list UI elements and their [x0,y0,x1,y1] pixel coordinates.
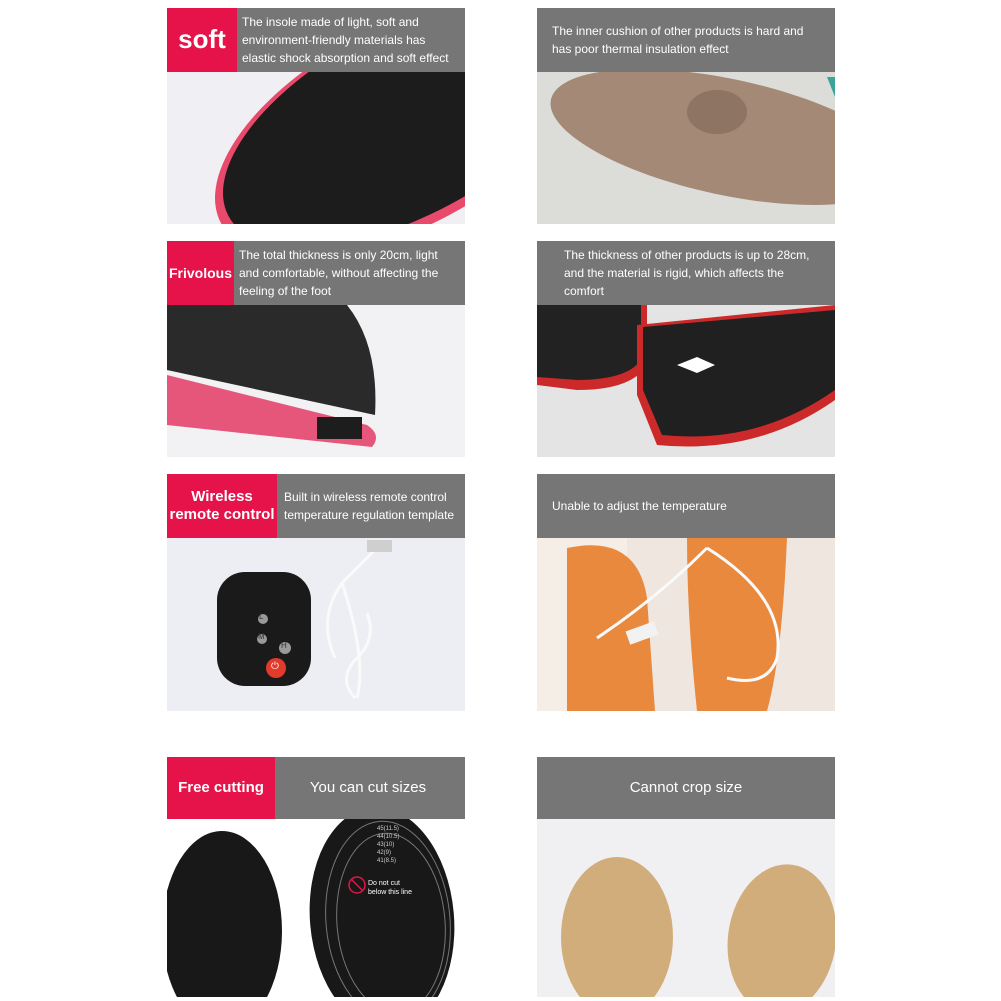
feature-description: The insole made of light, soft and environment-friendly materials has elastic shock absorption and soft effect [242,15,449,65]
size-mark: 44(10.5) [377,834,400,840]
soft-insole-photo [167,72,465,224]
panel-other-no-adjust [537,474,835,711]
feature-description: The total thickness is only 20cm, light and comfortable, without affecting the feeling of the foot [239,248,439,298]
size-marks [377,825,399,865]
hard-insole-photo [537,72,835,224]
thin-insole-photo [167,305,465,457]
size-mark: 43(10) [377,842,395,848]
remote-button-l: L [259,612,264,621]
remote-button-h: H [281,641,287,650]
remote-control-photo [167,538,465,711]
comparison-description: The thickness of other products is up to 28cm, and the material is rigid, which affects the comfort [564,248,810,298]
wired-insole-photo [537,538,835,711]
remote-button-m: M [258,632,265,641]
size-mark: 42(9) [377,850,392,856]
feature-tag: Frivolous [167,241,234,305]
panel-wireless [167,474,465,711]
comparison-description: The inner cushion of other products is hard and has poor thermal insulation effect [552,24,804,56]
feature-description: Built in wireless remote control temperature regulation template [284,490,455,522]
feature-tag: soft [167,8,237,72]
comparison-description: Unable to adjust the temperature [552,499,727,513]
size-mark: 45(11.5) [377,826,399,832]
panel-soft [167,8,465,224]
feature-description: You can cut sizes [309,779,427,796]
panel-other-no-crop [537,757,835,997]
panel-frivolous [167,241,465,457]
power-icon: ⏻ [271,661,279,672]
no-cut-label: Do not cut below this line [368,880,412,896]
non-croppable-insoles-photo [537,819,835,997]
panel-free-cutting [167,757,465,997]
feature-tag: Free cutting [167,757,275,819]
comparison-description: Cannot crop size [629,779,743,796]
thick-insole-photo [537,305,835,457]
feature-tag: Wireless remote control [167,474,277,538]
cuttable-insoles-photo [167,819,465,997]
size-mark: 41(8.5) [377,858,397,864]
panel-other-thick [537,241,835,457]
panel-other-hard [537,8,835,224]
